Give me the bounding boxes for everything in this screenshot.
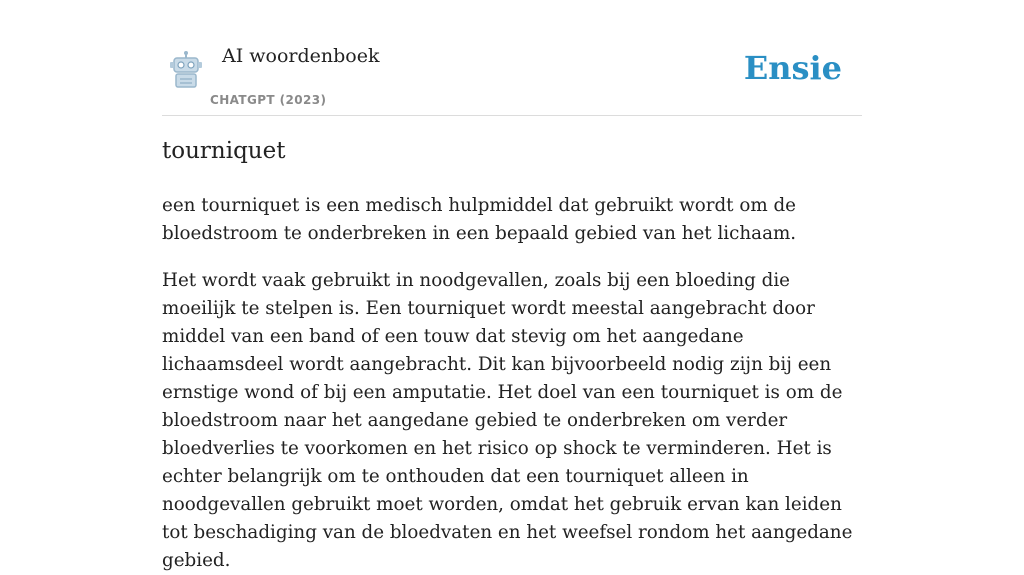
ensie-logo-link[interactable]: Ensie — [743, 49, 842, 87]
explanation-paragraph: Het wordt vaak gebruikt in noodgevallen, zoals bij een bloeding die moeilijk te stelpen is. Een tourniquet wordt meestal aangebracht door middel van een band of een touw dat stevig om het aangedane lichaamsdeel wordt aangebracht. Dit kan bijvoorbeeld nodig zijn bij een ernstige wond of bij een amputatie. Het doel van een tourniquet is om de bloedstroom naar het aangedane gebied te onderbreken om verder bloedverlies te voorkomen en het risico op shock te verminderen. Het is echter belangrijk om te onthouden dat een tourniquet alleen in noodgevallen gebruikt moet worden, omdat het gebruik ervan kan leiden tot beschadiging van de bloedvaten en het weefsel rondom het aangedane gebied. — [162, 270, 853, 571]
entry-word: tourniquet — [162, 138, 286, 164]
definition-paragraph: een tourniquet is een medisch hulpmiddel dat gebruikt wordt om de bloedstroom te onderbreken in een bepaald gebied van het lichaam. — [162, 195, 797, 244]
source-label: CHATGPT (2023) — [210, 93, 327, 107]
entry-header — [162, 0, 862, 116]
app-title: AI woordenboek — [222, 45, 380, 67]
robot-icon — [166, 50, 206, 90]
entry-card — [162, 0, 862, 571]
